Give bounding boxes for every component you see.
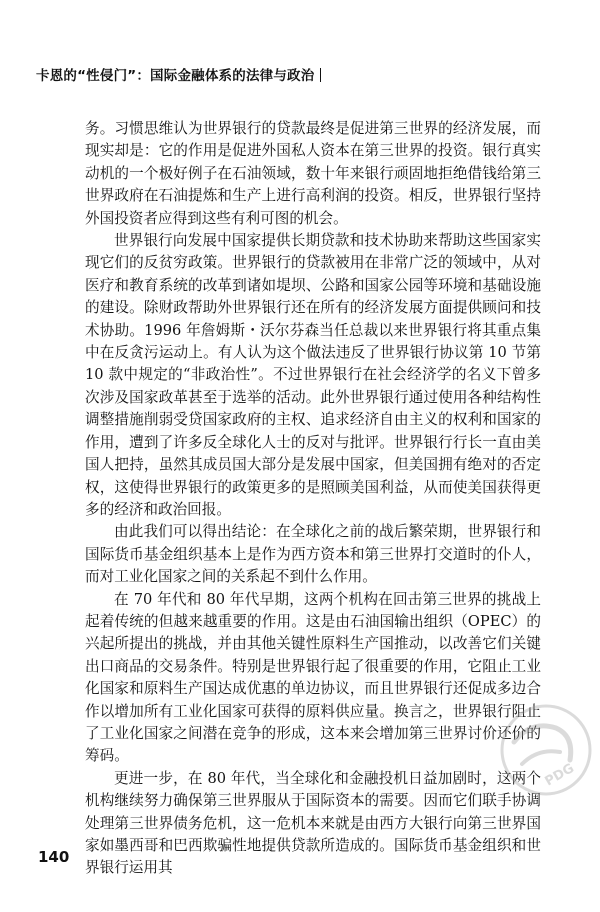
paragraph-70s-80s: 在 70 年代和 80 年代早期，这两个机构在回击第三世界的挑战上起着传统的但越来越重要的作用。这是由石油国输出组织（OPEC）的兴起所提出的挑战，并由其他关键性原料生产国推动，以改善它们关键出口商品的交易条件。特别是世界银行起了很重要的作用，它阻止工业化国家和原料生产国达成优惠的单边协议，而且世界银行还促成多边合作以增加所有工业化国家可获得的原料供应量。换言之，世界银行阻止了工业化国家之间潜在竞争的形成，这本来会增加第三世界讨价还价的筹码。 [85, 590, 541, 765]
paragraph-world-bank-loans: 世界银行向发展中国家提供长期贷款和技术协助来帮助这些国家实现它们的反贫穷政策。世界银行的贷款被用在非常广泛的领域中，从对医疗和教育系统的改革到诸如堤坝、公路和国家公园等环境和基础设施的建设。除财政帮助外世界银行还在所有的经济发展方面提供顾问和技术协助。1996 年詹姆斯・沃尔芬森当任总裁以来世界银行将其重点集中在反贪污运动上。有人认为这个做法违反了世界银行协议第 10 节第 10 款中规定的“非政治性”。不过世界银行在社会经济学的名义下曾多次涉及国家政革甚至于选举的活动。此外世界银行通过使用各种结构性调整措施削弱受贷国家政府的主权、追求经济自由主义的权利和国家的作用，遭到了许多反全球化人士的反对与批评。世界银行行长一直由美国人把持，虽然其成员国大部分是发展中国家，但美国拥有绝对的否定权，这使得世界银行的政策更多的是照顾美国利益，从而使美国获得更多的经济和政治回报。 [85, 232, 541, 518]
page-number: 140 [38, 848, 70, 866]
pdg-watermark-icon [486, 690, 596, 800]
body-text [85, 118, 541, 880]
running-header [36, 64, 321, 84]
paragraph-continued: 务。习惯思维认为世界银行的贷款最终是促进第三世界的经济发展，而现实却是：它的作用是促进外国私人资本在第三世界的投资。银行真实动机的一个极好例子在石油领域，数十年来银行顽固地拒绝借钱给第三世界政府在石油提炼和生产上进行高利润的投资。相反，世界银行坚持外国投资者应得到这些有利可图的机会。 [85, 120, 541, 227]
running-title: 卡恩的“性侵门”：国际金融体系的法律与政治 [36, 68, 315, 84]
paragraph-further: 更进一步，在 80 年代，当全球化和金融投机日益加剧时，这两个机构继续努力确保第三世界服从于国际资本的需要。因而它们联手协调处理第三世界债务危机，这一危机本来就是由西方大银行向第三世界国家如墨西哥和巴西欺骗性地提供贷款所造成的。国际货币基金组织和世界银行运用其 [85, 769, 541, 877]
paragraph-conclusion: 由此我们可以得出结论：在全球化之前的战后繁荣期，世界银行和国际货币基金组织基本上是作为西方资本和第三世界打交道时的仆人，而对工业化国家之间的关系起不到什么作用。 [85, 523, 541, 586]
watermark-text: PDG [542, 760, 577, 790]
header-rule [320, 68, 321, 82]
